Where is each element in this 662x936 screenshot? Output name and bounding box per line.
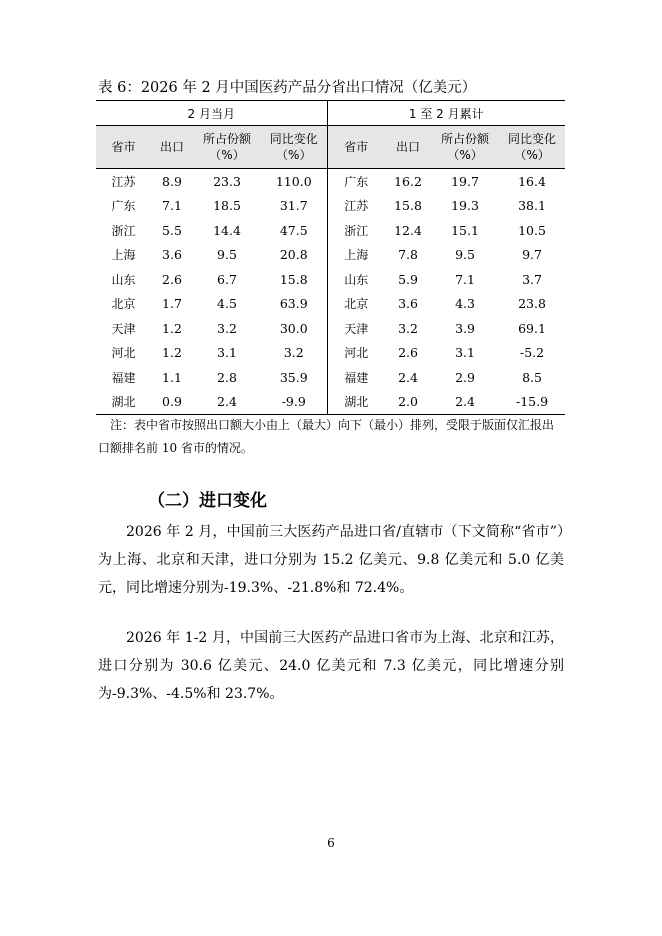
cum-province: 湖北: [327, 390, 385, 415]
cum-yoy: 8.5: [522, 369, 542, 385]
month-province: 湖北: [96, 390, 151, 415]
month-yoy: 20.8: [261, 243, 327, 268]
table-row: [96, 341, 565, 366]
col-header-province: 省市: [327, 126, 385, 169]
month-share: 3.1: [217, 345, 237, 361]
cum-export: 2.4: [398, 369, 418, 385]
cum-export: 2.6: [398, 345, 418, 361]
month-share: 23.3: [213, 173, 241, 189]
table-body: [96, 169, 565, 415]
month-yoy: 35.9: [261, 365, 327, 390]
month-export: 2.6: [162, 271, 182, 287]
col-header-province: 省市: [96, 126, 151, 169]
cum-share: 19.3: [451, 198, 479, 214]
month-yoy: -9.9: [261, 390, 327, 415]
page-number: 6: [327, 836, 335, 850]
table-row: [96, 194, 565, 219]
group-header-month: 2 月当月: [96, 101, 327, 126]
cum-province: 北京: [344, 297, 369, 312]
cum-yoy: 23.8: [518, 296, 546, 312]
cum-province: 天津: [344, 321, 369, 336]
month-share: 2.4: [193, 390, 261, 415]
cum-export: 2.0: [385, 390, 431, 415]
month-export: 0.9: [151, 390, 193, 415]
cum-share: 3.1: [455, 345, 475, 361]
cum-share: 2.9: [455, 369, 475, 385]
month-yoy: 47.5: [261, 218, 327, 243]
month-share: 3.2: [217, 320, 237, 336]
month-yoy: 15.8: [261, 267, 327, 292]
month-share: 6.7: [217, 271, 237, 287]
month-share: 4.5: [217, 296, 237, 312]
month-export: 8.9: [162, 173, 182, 189]
month-share: 18.5: [213, 198, 241, 214]
month-export: 1.2: [162, 345, 182, 361]
cum-export: 5.9: [398, 271, 418, 287]
paragraph: 2026 年 1-2 月，中国前三大医药产品进口省市为上海、北京和江苏，进口分别为 30.6 亿美元、24.0 亿美元和 7.3 亿美元，同比增速分别为-9.3%、-4.5%和 23.7%。: [98, 630, 564, 702]
table-row: [96, 218, 565, 243]
month-export: 5.5: [162, 222, 182, 238]
month-export: 1.2: [162, 320, 182, 336]
cum-yoy: 9.7: [522, 247, 542, 263]
month-province: 河北: [111, 346, 136, 361]
cum-share: 2.4: [431, 390, 499, 415]
month-province: 北京: [111, 297, 136, 312]
month-export: 3.6: [162, 247, 182, 263]
month-share: 9.5: [217, 247, 237, 263]
paragraph: 2026 年 2 月，中国前三大医药产品进口省/直辖市（下文简称“省市”）为上海、北京和天津，进口分别为 15.2 亿美元、9.8 亿美元和 5.0 亿美元，同比增速分别为-19.3%、-21.8%和 72.4%。: [98, 524, 564, 596]
table-row: [96, 365, 565, 390]
cum-yoy: -5.2: [519, 345, 545, 361]
cum-export: 3.6: [398, 296, 418, 312]
cum-share: 19.7: [451, 173, 479, 189]
cum-yoy: 69.1: [518, 320, 546, 336]
month-province: 江苏: [111, 174, 136, 189]
month-yoy: 30.0: [261, 316, 327, 341]
cum-province: 福建: [344, 370, 369, 385]
col-header-export: 出口: [385, 126, 431, 169]
cum-share: 7.1: [455, 271, 475, 287]
table-row: [96, 169, 565, 194]
cum-export: 12.4: [394, 222, 422, 238]
group-header-cumulative: 1 至 2 月累计: [327, 101, 565, 126]
month-yoy: 110.0: [261, 169, 327, 194]
cum-share: 9.5: [455, 247, 475, 263]
col-header-export: 出口: [151, 126, 193, 169]
cum-share: 4.3: [455, 296, 475, 312]
cum-share: 15.1: [451, 222, 479, 238]
cum-province: 浙江: [344, 223, 369, 238]
cum-export: 7.8: [398, 247, 418, 263]
cum-export: 15.8: [394, 198, 422, 214]
cum-yoy: -15.9: [499, 390, 565, 415]
cum-province: 广东: [344, 174, 369, 189]
table-row: [96, 243, 565, 268]
table-row: [96, 267, 565, 292]
cum-export: 16.2: [394, 173, 422, 189]
col-header-share: 所占份额 （%）: [193, 126, 261, 169]
month-share: 14.4: [213, 222, 241, 238]
cum-share: 3.9: [455, 320, 475, 336]
col-header-yoy: 同比变化 （%）: [499, 126, 565, 169]
col-header-yoy: 同比变化 （%）: [261, 126, 327, 169]
month-yoy: 31.7: [261, 194, 327, 219]
cum-province: 江苏: [344, 199, 369, 214]
cum-yoy: 3.7: [522, 271, 542, 287]
month-province: 天津: [111, 321, 136, 336]
col-header-share: 所占份额 （%）: [431, 126, 499, 169]
cum-yoy: 38.1: [518, 198, 546, 214]
month-share: 2.8: [217, 369, 237, 385]
cum-export: 3.2: [398, 320, 418, 336]
month-province: 上海: [111, 248, 136, 263]
table-row: [96, 292, 565, 317]
cum-yoy: 16.4: [518, 173, 546, 189]
month-yoy: 3.2: [261, 341, 327, 366]
table-row: [96, 316, 565, 341]
cum-province: 山东: [344, 272, 369, 287]
table-note: 注：表中省市按照出口额大小由上（最大）向下（最小）排列，受限于版面仅汇报出口额排名前 10 省市的情况。: [98, 418, 555, 455]
month-export: 1.7: [162, 296, 182, 312]
cum-province: 上海: [344, 248, 369, 263]
cum-yoy: 10.5: [518, 222, 546, 238]
month-yoy: 63.9: [261, 292, 327, 317]
month-province: 浙江: [111, 223, 136, 238]
month-province: 山东: [111, 272, 136, 287]
month-export: 1.1: [162, 369, 182, 385]
cum-province: 河北: [344, 346, 369, 361]
month-province: 福建: [111, 370, 136, 385]
table-row: [96, 390, 565, 415]
section-title: （二）进口变化: [148, 491, 267, 511]
province-export-table: [96, 100, 565, 415]
table-caption: 表 6：2026 年 2 月中国医药产品分省出口情况（亿美元）: [98, 80, 477, 96]
month-export: 7.1: [162, 198, 182, 214]
month-province: 广东: [111, 199, 136, 214]
